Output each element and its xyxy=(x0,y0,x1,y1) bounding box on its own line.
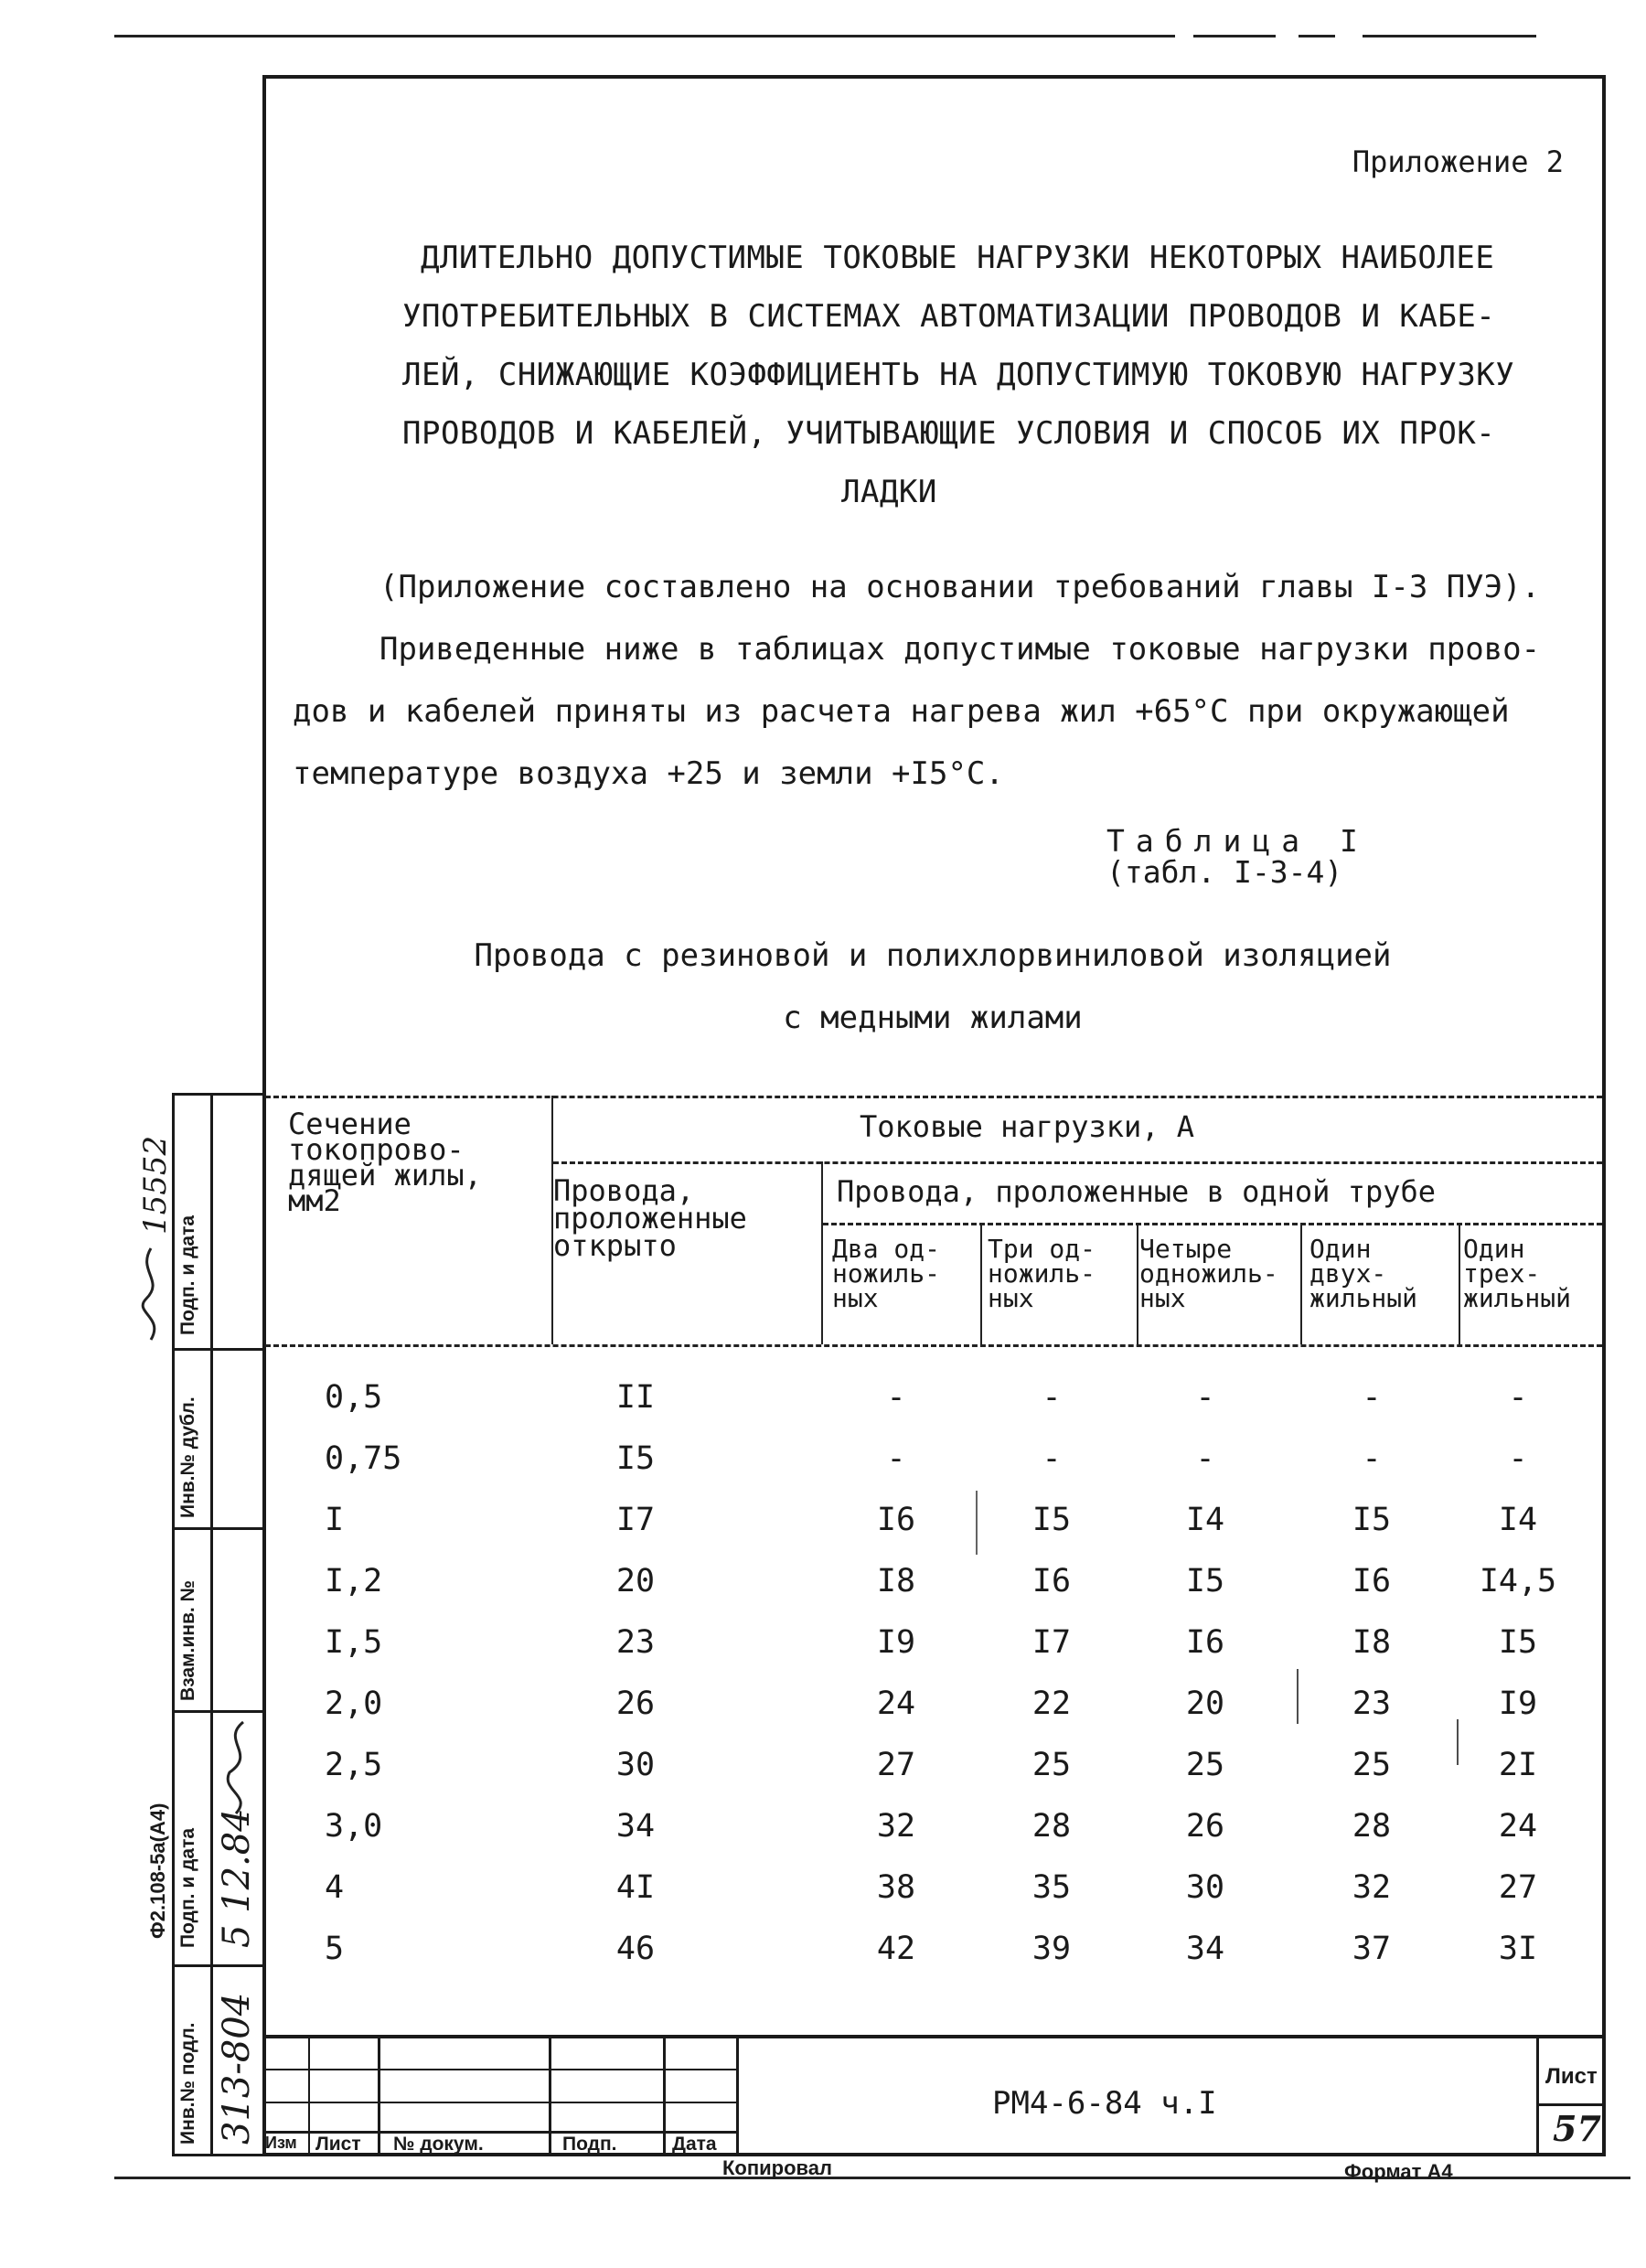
table-cell-value: 25 xyxy=(1352,1747,1392,1783)
table-cell-value: I9 xyxy=(1498,1685,1538,1722)
table-cell-section: 2,0 xyxy=(325,1685,383,1722)
table-cell-value: I5 xyxy=(1498,1624,1538,1661)
title-block-rule xyxy=(262,2069,738,2070)
stamp-label: Лист xyxy=(315,2134,361,2155)
header-sub: Три од- ножиль- ных xyxy=(988,1234,1096,1313)
table-cell-section: I xyxy=(325,1502,345,1538)
table-cell-value: - xyxy=(1362,1379,1382,1416)
handwritten-signature xyxy=(216,1717,262,1818)
table-cell-section: I,2 xyxy=(325,1563,383,1599)
body-line: дов и кабелей приняты из расчета нагрева жил +65°С при окружающей xyxy=(293,693,1510,730)
heading-line: ПРОВОДОВ И КАБЕЛЕЙ, УЧИТЫВАЮЩИЕ УСЛОВИЯ И СПОСОБ ИХ ПРОК- xyxy=(402,415,1496,452)
table-cell-value: I5 xyxy=(1031,1502,1072,1538)
table-cell-value: 20 xyxy=(615,1563,656,1599)
table-cell-section: 2,5 xyxy=(325,1747,383,1783)
table-cell-value: 2I xyxy=(1498,1747,1538,1783)
side-stamp-rule xyxy=(172,1710,262,1713)
header-section: Сечение токопрово- дящей жилы, мм2 xyxy=(288,1107,482,1218)
side-label: Подп. и дата xyxy=(177,1827,198,1948)
title-block-rule xyxy=(378,2035,380,2156)
title-block-rule xyxy=(262,2102,738,2103)
table-cell-value: - xyxy=(1508,1379,1528,1416)
header-sub: Один двух- жильный xyxy=(1309,1234,1418,1313)
top-rule xyxy=(114,35,1175,37)
sheet-label: Лист xyxy=(1545,2064,1598,2089)
table-column-rule xyxy=(1459,1223,1460,1344)
table-cell-value: 28 xyxy=(1031,1808,1072,1845)
table-cell-value: 20 xyxy=(1185,1685,1225,1722)
table-cell-value: - xyxy=(1195,1440,1215,1477)
table-cell-value: I6 xyxy=(1352,1563,1392,1599)
side-stamp-rule xyxy=(172,1964,262,1967)
heading-line: ДЛИТЕЛЬНО ДОПУСТИМЫЕ ТОКОВЫЕ НАГРУЗКИ НЕКОТОРЫХ НАИБОЛЕЕ xyxy=(421,240,1495,276)
side-label: Инв.№ дубл. xyxy=(177,1396,198,1518)
table-cell-value: I6 xyxy=(1185,1624,1225,1661)
table-rule xyxy=(553,1161,1602,1164)
title-block-rule xyxy=(1536,2103,1606,2106)
table-cell-value: I4 xyxy=(1185,1502,1225,1538)
table-cell-value: I7 xyxy=(1031,1624,1072,1661)
table-cell-value: 34 xyxy=(615,1808,656,1845)
table-cell-value: I7 xyxy=(615,1502,656,1538)
table-column-rule xyxy=(1297,1669,1299,1724)
title-block-rule xyxy=(1536,2035,1539,2156)
table-cell-value: I9 xyxy=(876,1624,916,1661)
table-cell-value: 22 xyxy=(1031,1685,1072,1722)
handwritten-signature-number: 15552 xyxy=(137,1135,174,1235)
table-cell-value: 26 xyxy=(1185,1808,1225,1845)
table-cell-value: 34 xyxy=(1185,1931,1225,1967)
header-sub: Один трех- жильный xyxy=(1463,1234,1572,1313)
table-cell-value: I5 xyxy=(1185,1563,1225,1599)
title-block-rule xyxy=(663,2035,666,2156)
side-label: Подп. и дата xyxy=(177,1214,198,1335)
table-cell-value: 23 xyxy=(1352,1685,1392,1722)
table-rule xyxy=(823,1223,1602,1225)
form-code: Ф2.108-5а(А4) xyxy=(146,1803,169,1939)
table-cell-value: - xyxy=(1042,1440,1062,1477)
table-cell-section: 4 xyxy=(325,1869,345,1906)
table-header-bottom-rule xyxy=(265,1344,1602,1347)
sheet-number: 57 xyxy=(1553,2108,1601,2149)
table-cell-value: I8 xyxy=(1352,1624,1392,1661)
table-column-rule xyxy=(1457,1719,1459,1765)
table-cell-value: I6 xyxy=(876,1502,916,1538)
header-in-pipe: Провода, проложенные в одной трубе xyxy=(837,1174,1437,1209)
table-cell-value: I8 xyxy=(876,1563,916,1599)
table-cell-value: 32 xyxy=(1352,1869,1392,1906)
title-block-rule xyxy=(736,2035,739,2156)
table-cell-value: - xyxy=(1508,1440,1528,1477)
document-code: РМ4-6-84 ч.I xyxy=(992,2085,1217,2122)
table-cell-value: I4 xyxy=(1498,1502,1538,1538)
table-column-rule xyxy=(1300,1223,1302,1344)
table-cell-value: 26 xyxy=(615,1685,656,1722)
stamp-label: Дата xyxy=(672,2134,717,2155)
title-block-rule xyxy=(549,2035,551,2156)
table-cell-value: - xyxy=(1362,1440,1382,1477)
heading-line: ЛЕЙ, СНИЖАЮЩИЕ КОЭФФИЦИЕНТЬ НА ДОПУСТИМУЮ ТОКОВУЮ НАГРУЗКУ xyxy=(402,357,1515,393)
side-stamp-rule xyxy=(172,1348,262,1351)
handwritten-date: 5 12.84 xyxy=(216,1808,258,1948)
title-block-rule xyxy=(308,2035,310,2156)
top-rule-dash xyxy=(1363,35,1536,37)
header-sub: Четыре одножиль- ных xyxy=(1139,1234,1278,1313)
table-number: Таблица I xyxy=(1106,823,1369,859)
table-cell-value: 27 xyxy=(1498,1869,1538,1906)
format-label: Формат А4 xyxy=(1344,2160,1453,2183)
handwritten-signature xyxy=(128,1244,174,1344)
heading-line: УПОТРЕБИТЕЛЬНЫХ В СИСТЕМАХ АВТОМАТИЗАЦИИ ПРОВОДОВ И КАБЕ- xyxy=(402,298,1496,335)
table-cell-value: 28 xyxy=(1352,1808,1392,1845)
table-cell-value: - xyxy=(1195,1379,1215,1416)
table-cell-value: 24 xyxy=(876,1685,916,1722)
table-cell-value: I5 xyxy=(1352,1502,1392,1538)
table-title: Провода с резиновой и полихлорвиниловой изоляцией xyxy=(474,937,1392,974)
side-stamp-rule xyxy=(210,1093,213,2156)
table-cell-value: I6 xyxy=(1031,1563,1072,1599)
table-top-rule xyxy=(265,1096,1602,1098)
table-cell-value: I4,5 xyxy=(1479,1563,1557,1599)
stamp-label: Изм xyxy=(265,2134,297,2152)
table-cell-value: 46 xyxy=(615,1931,656,1967)
handwritten-inventory-number: 313-804 xyxy=(216,1992,258,2145)
table-cell-section: 5 xyxy=(325,1931,345,1967)
heading-line: ЛАДКИ xyxy=(841,474,937,510)
table-cell-value: 25 xyxy=(1185,1747,1225,1783)
table-cell-value: I5 xyxy=(615,1440,656,1477)
table-title: с медными жилами xyxy=(783,1000,1083,1036)
table-cell-value: - xyxy=(886,1379,906,1416)
table-cell-value: II xyxy=(615,1379,656,1416)
table-cell-value: 32 xyxy=(876,1808,916,1845)
stamp-label: Подп. xyxy=(562,2134,617,2155)
table-cell-value: 30 xyxy=(615,1747,656,1783)
table-cell-value: 23 xyxy=(615,1624,656,1661)
table-column-rule xyxy=(976,1491,978,1555)
table-cell-section: 0,75 xyxy=(325,1440,402,1477)
table-cell-value: - xyxy=(1042,1379,1062,1416)
table-column-rule xyxy=(1137,1223,1138,1344)
table-column-rule xyxy=(980,1223,982,1344)
side-label: Инв.№ подл. xyxy=(177,2022,198,2145)
table-column-rule xyxy=(821,1161,823,1344)
table-cell-section: 3,0 xyxy=(325,1808,383,1845)
table-cell-section: I,5 xyxy=(325,1624,383,1661)
body-line: температуре воздуха +25 и земли +I5°С. xyxy=(293,755,1004,792)
header-open: Провода, проложенные открыто xyxy=(553,1173,747,1263)
table-cell-value: 42 xyxy=(876,1931,916,1967)
table-cell-value: 35 xyxy=(1031,1869,1072,1906)
side-label: Взам.инв. № xyxy=(177,1580,198,1701)
body-line: Приведенные ниже в таблицах допустимые токовые нагрузки прово- xyxy=(379,631,1541,668)
appendix-label: Приложение 2 xyxy=(1352,144,1564,179)
table-cell-value: 25 xyxy=(1031,1747,1072,1783)
top-rule-dash xyxy=(1299,35,1335,37)
table-cell-value: 37 xyxy=(1352,1931,1392,1967)
table-cell-value: 24 xyxy=(1498,1808,1538,1845)
table-cell-value: 4I xyxy=(615,1869,656,1906)
table-cell-value: - xyxy=(886,1440,906,1477)
table-cell-value: 39 xyxy=(1031,1931,1072,1967)
top-rule-dash xyxy=(1193,35,1276,37)
table-cell-section: 0,5 xyxy=(325,1379,383,1416)
table-cell-value: 38 xyxy=(876,1869,916,1906)
header-loads: Токовые нагрузки, А xyxy=(860,1109,1195,1144)
table-cell-value: 30 xyxy=(1185,1869,1225,1906)
table-cell-value: 3I xyxy=(1498,1931,1538,1967)
copied-label: Копировал xyxy=(722,2156,833,2179)
side-stamp-rule xyxy=(172,1527,262,1530)
table-cell-value: 27 xyxy=(876,1747,916,1783)
document-heading xyxy=(402,229,1545,521)
header-sub: Два од- ножиль- ных xyxy=(832,1234,941,1313)
note-line: (Приложение составлено на основании требований главы I-3 ПУЭ). xyxy=(379,569,1541,605)
table-reference: (табл. I-3-4) xyxy=(1106,854,1343,890)
stamp-label: № докум. xyxy=(393,2134,484,2155)
